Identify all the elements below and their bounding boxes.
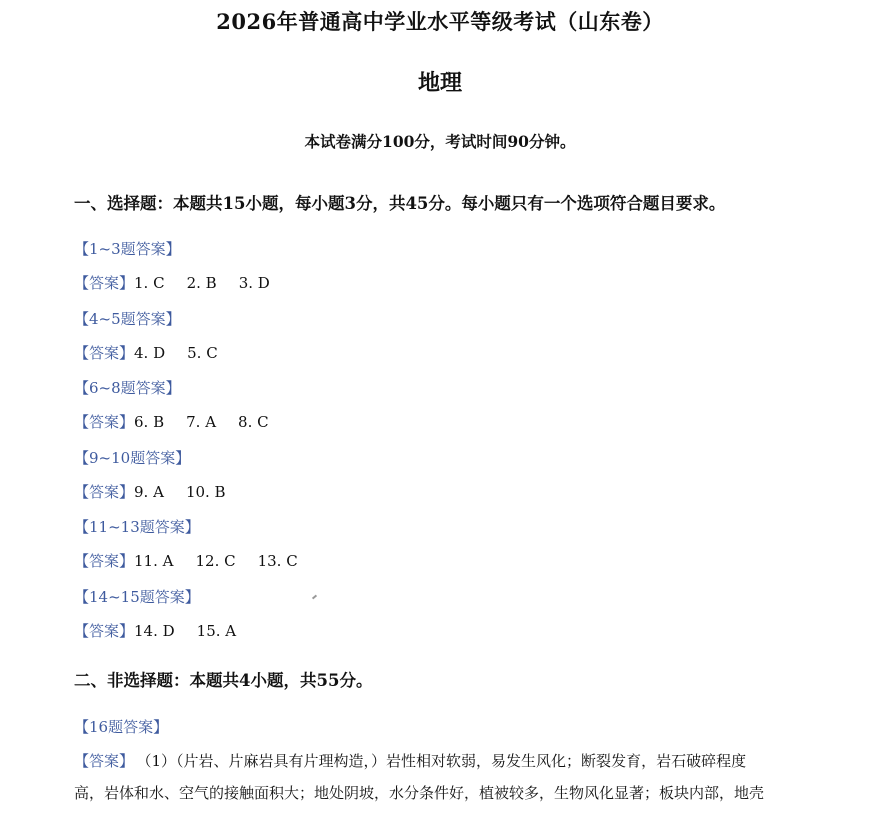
answer-row — [74, 481, 248, 503]
answer-label: 【答案】 — [74, 274, 135, 292]
group-label — [74, 447, 190, 469]
group-label-text: 【11~13题答案】 — [74, 518, 200, 536]
group-label — [74, 238, 181, 260]
answer-value: 1. C — [134, 274, 165, 292]
answer-row — [74, 342, 240, 364]
group-label-text: 【6~8题答案】 — [74, 379, 181, 397]
answer-label: 【答案】 — [74, 752, 135, 770]
q16-answer-paragraph — [74, 745, 824, 809]
answer-value: 6. B — [134, 413, 165, 431]
answer-value: 11. A — [134, 552, 174, 570]
answer-row — [74, 620, 258, 642]
answer-value: 13. C — [257, 552, 298, 570]
subject-title: 地理 — [417, 70, 462, 96]
answer-row — [74, 550, 320, 572]
answer-label: 【答案】 — [74, 622, 135, 640]
section1-heading: 一、选择题：本题共15小题，每小题3分，共45分。每小题只有一个选项符合题目要求。 — [74, 194, 726, 213]
answer-label: 【答案】 — [74, 483, 135, 501]
answer-value: 2. B — [186, 274, 217, 292]
group-label-text: 【14~15题答案】 — [74, 588, 200, 606]
group-label-text: 【4~5题答案】 — [74, 310, 181, 328]
answer-label: 【答案】 — [74, 344, 135, 362]
answer-value: 12. C — [195, 552, 236, 570]
answer-row — [74, 411, 291, 433]
answer-value: 5. C — [187, 344, 218, 362]
answer-value: 10. B — [185, 483, 226, 501]
exam-title: 2026年普通高中学业水平等级考试（山东卷） — [216, 9, 664, 34]
group-label — [74, 586, 200, 608]
answer-value: 9. A — [134, 483, 164, 501]
answer-value: 8. C — [238, 413, 269, 431]
answer-label: 【答案】 — [74, 552, 135, 570]
exam-note: 本试卷满分100分，考试时间90分钟。 — [304, 132, 576, 151]
answer-value: 4. D — [134, 344, 166, 362]
q16-line1 — [74, 745, 824, 777]
group-label-text: 【9~10题答案】 — [74, 449, 191, 467]
answer-value: 7. A — [186, 413, 217, 431]
group-label-text: 【1~3题答案】 — [74, 240, 181, 258]
group-label — [74, 516, 200, 538]
group-label-text: 【16题答案】 — [74, 718, 169, 736]
q16-text-line1: （1）（片岩、片麻岩具有片理构造，）岩性相对软弱，易发生风化；断裂发育，岩石破碎程度 — [144, 752, 747, 770]
group-label — [74, 377, 181, 399]
answer-value: 15. A — [196, 622, 237, 640]
answer-label: 【答案】 — [74, 413, 135, 431]
answer-row — [74, 272, 292, 294]
answer-value: 3. D — [238, 274, 270, 292]
section2-heading: 二、非选择题：本题共4小题，共55分。 — [74, 671, 373, 690]
answer-value: 14. D — [134, 622, 175, 640]
stray-mark — [312, 595, 317, 600]
group-label — [74, 308, 181, 330]
group-label — [74, 716, 168, 738]
q16-text-line2: 高，岩体和水、空气的接触面积大；地处阴坡，水分条件好，植被较多，生物风化显著；板块内部，地壳 — [74, 784, 765, 802]
